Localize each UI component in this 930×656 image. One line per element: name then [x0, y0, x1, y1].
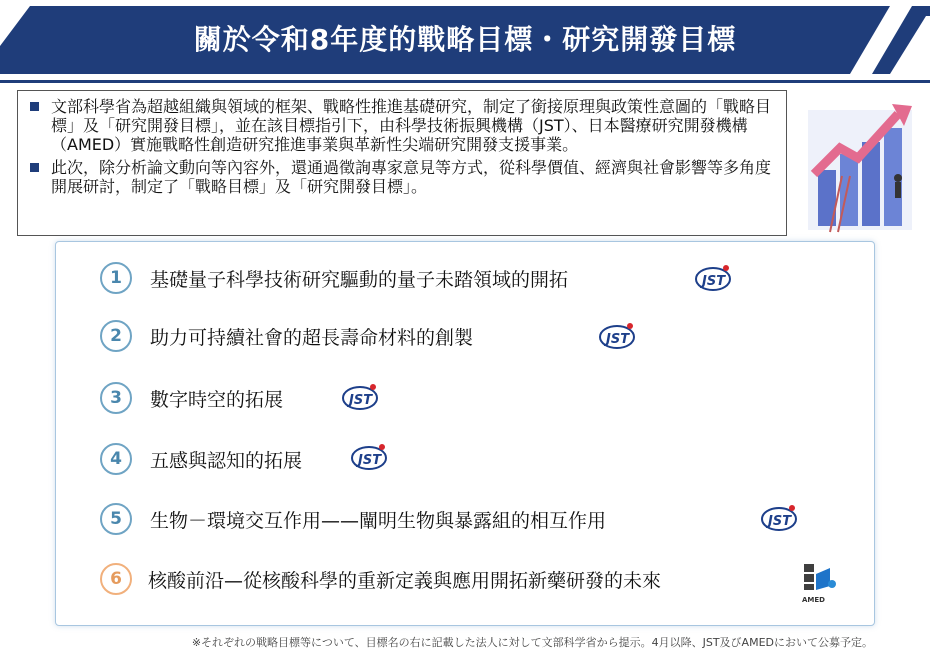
- goal-item-5: [100, 497, 606, 541]
- jst-logo-icon: [694, 262, 734, 294]
- bullet-square-icon: [30, 163, 39, 172]
- intro-bullet: [28, 97, 778, 154]
- growth-chart-illustration: [800, 92, 920, 238]
- jst-logo-icon: [760, 502, 800, 534]
- footnote: ※それぞれの戦略目標等について、目標名の右に記載した法人に対して文部科学省から提示。4月以降、JST及びAMEDにおいて公募予定。: [191, 636, 873, 649]
- goal-number-badge: 4: [100, 443, 132, 475]
- header: [0, 0, 930, 80]
- bullet-square-icon: [30, 102, 39, 111]
- goal-title: 助力可持續社會的超長壽命材料的創製: [150, 326, 474, 349]
- svg-text:JST: JST: [358, 453, 382, 468]
- goal-item-1: [100, 256, 568, 300]
- svg-text:JST: JST: [702, 274, 726, 289]
- intro-box: [17, 90, 787, 236]
- goal-item-4: [100, 437, 302, 481]
- jst-logo-icon: [598, 320, 638, 352]
- svg-text:JST: JST: [349, 393, 373, 408]
- goal-number-badge: 2: [100, 320, 132, 352]
- goal-title: 基礎量子科學技術研究驅動的量子未踏領域的開拓: [150, 268, 569, 291]
- svg-text:JST: JST: [606, 332, 630, 347]
- goal-title: 生物－環境交互作用——闡明生物與暴露組的相互作用: [150, 509, 607, 532]
- goal-title: 五感與認知的拓展: [150, 449, 303, 472]
- intro-bullet: [28, 158, 778, 196]
- amed-logo-icon: [800, 560, 840, 604]
- svg-text:AMED: AMED: [802, 596, 825, 604]
- goal-item-6: [100, 557, 661, 601]
- header-divider: [0, 80, 930, 83]
- intro-text: 文部科學省為超越組織與領域的框架、戰略性推進基礎研究，制定了銜接原理與政策性意圖的「戰略目標」及「研究開發目標」，並在該目標指引下，由科學技術振興機構（JST）、日本醫療研究開發機構（AMED）實施戰略性創造研究推進事業與革新性尖端研究開發支援事業。: [51, 97, 772, 154]
- goal-title: 數字時空的拓展: [150, 388, 284, 411]
- goal-number-badge: 5: [100, 503, 132, 535]
- jst-logo-icon: [341, 381, 381, 413]
- page-title: 關於令和8年度的戰略目標・研究開發目標: [193, 23, 737, 56]
- goal-item-3: [100, 376, 283, 420]
- intro-text: 此次，除分析論文動向等內容外，還通過徵詢專家意見等方式，從科學價值、經濟與社會影響等多角度開展研討，制定了「戰略目標」及「研究開發目標」。: [51, 158, 772, 196]
- goal-number-badge: 3: [100, 382, 132, 414]
- goal-number-badge: 1: [100, 262, 132, 294]
- goal-number-badge: 6: [100, 563, 132, 595]
- goal-title: 核酸前沿—從核酸科學的重新定義與應用開拓新藥研發的未來: [148, 569, 662, 592]
- jst-logo-icon: [350, 441, 390, 473]
- goal-item-2: [100, 314, 473, 358]
- svg-text:JST: JST: [768, 514, 792, 529]
